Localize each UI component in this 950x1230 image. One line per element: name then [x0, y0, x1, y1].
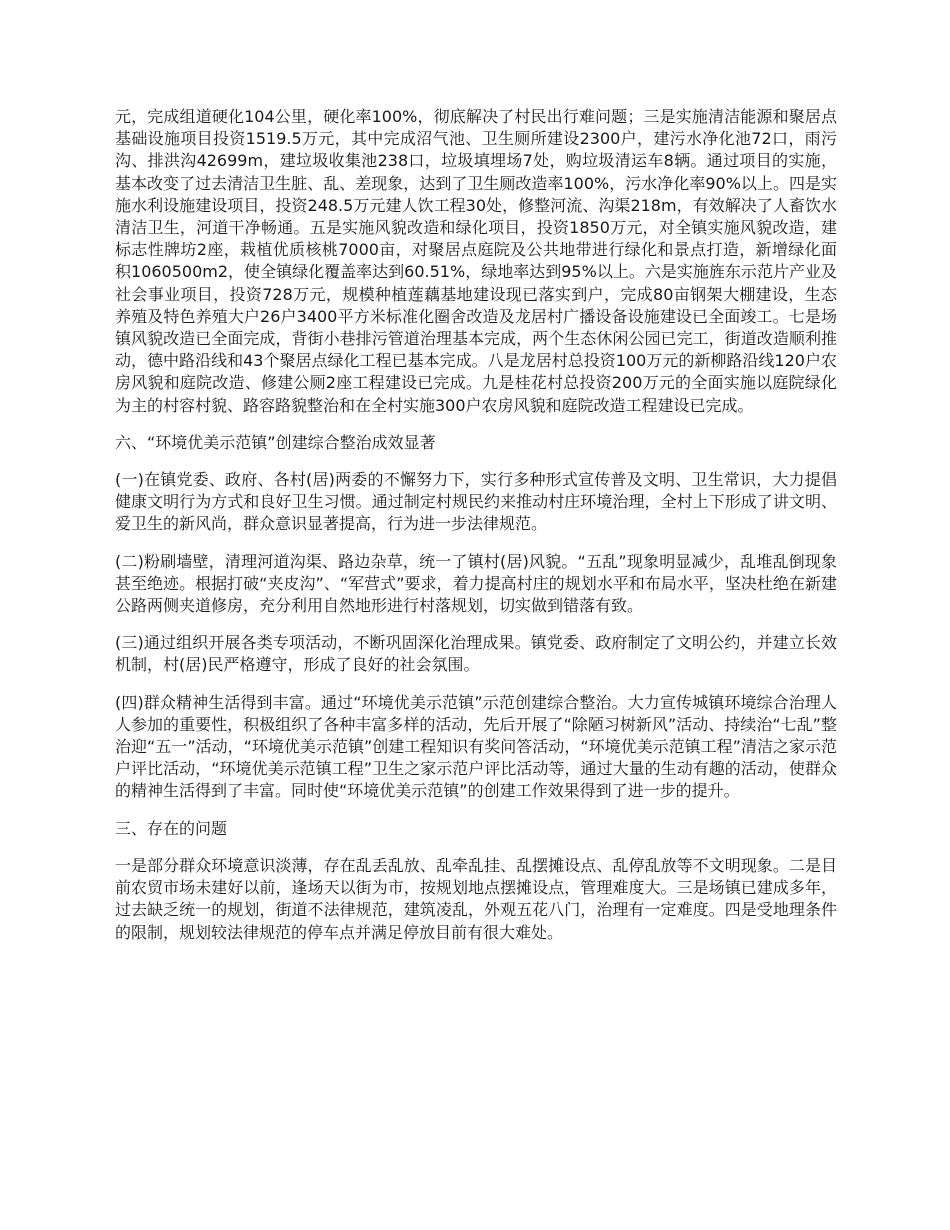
section-heading-six: 六、“环境优美示范镇”创建综合整治成效显著	[115, 432, 436, 452]
paragraph-item-two: (二)粉刷墙壁，清理河道沟渠、路边杂草，统一了镇村(居)风貌。“五乱”现象明显减少，乱堆乱倒现象甚至绝迹。根据打破“夹皮沟”、“军营式”要求，着力提高村庄的规划水平和布局水平，坚决杜绝在新建公路两侧夹道修房，充分利用自然地形进行村落规划，切实做到错落有致。	[115, 551, 837, 616]
paragraph-projects-summary: 元，完成组道硬化104公里，硬化率100%，彻底解决了村民出行难问题；三是实施清洁能源和聚居点基础设施项目投资1519.5万元，其中完成沼气池、卫生厕所建设2300户，建污水净化池72口，雨污沟、排洪沟42699m，建垃圾收集池238口，垃圾填埋场7处，购垃圾清运车8辆。通过项目的实施，基本改变了过去清洁卫生脏、乱、差现象，达到了卫生厕改造率100%，污水净化率90%以上。四是实施水利设施建设项目，投资248.5万元建人饮工程30处，修整河流、沟渠218m，有效解决了人畜饮水清洁卫生，河道干净畅通。五是实施风貌改造和绿化项目，投资1850万元，对全镇实施风貌改造，建标志性牌坊2座，栽植优质核桃7000亩，对聚居点庭院及公共地带进行绿化和景点打造，新增绿化面积1060500m2，使全镇绿化覆盖率达到60.51%，绿地率达到95%以上。六是实施旌东示范片产业及社会事业项目，投资728万元，规模种植莲藕基地建设现已落实到户，完成80亩钢架大棚建设，生态养殖及特色养殖大户26户3400平方米标准化圈舍改造及龙居村广播设备设施建设已全面竣工。七是场镇风貌改造已全面完成，背街小巷排污管道治理基本完成，两个生态休闲公园已完工，街道改造顺利推动，德中路沿线和43个聚居点绿化工程已基本完成。八是龙居村总投资100万元的新柳路沿线120户农房风貌和庭院改造、修建公厕2座工程建设已完成。九是桂花村总投资200万元的全面实施以庭院绿化为主的村容村貌、路容路貌整治和在全村实施300户农房风貌和庭院改造工程建设已完成。	[115, 107, 837, 415]
paragraph-item-four: (四)群众精神生活得到丰富。通过“环境优美示范镇”示范创建综合整治。大力宣传城镇环境综合治理人人参加的重要性，积极组织了各种丰富多样的活动，先后开展了“除陋习树新风”活动、持续治“七乱”整治迎“五一”活动，“环境优美示范镇”创建工程知识有奖问答活动，“环境优美示范镇工程”清洁之家示范户评比活动，“环境优美示范镇工程”卫生之家示范户评比活动等，通过大量的生动有趣的活动，使群众的精神生活得到了丰富。同时使“环境优美示范镇”的创建工作效果得到了进一步的提升。	[115, 692, 837, 801]
paragraph-item-three: (三)通过组织开展各类专项活动，不断巩固深化治理成果。镇党委、政府制定了文明公约，并建立长效机制，村(居)民严格遵守，形成了良好的社会氛围。	[115, 633, 837, 675]
document-body	[115, 106, 837, 959]
paragraph-item-one: (一)在镇党委、政府、各村(居)两委的不懈努力下，实行多种形式宣传普及文明、卫生常识，大力提倡健康文明行为方式和良好卫生习惯。通过制定村规民约来推动村庄环境治理，全村上下形成了讲文明、爱卫生的新风尚，群众意识显著提高，行为进一步法律规范。	[115, 470, 837, 534]
paragraph-problems: 一是部分群众环境意识淡薄，存在乱丢乱放、乱牵乱挂、乱摆摊设点、乱停乱放等不文明现象。二是目前农贸市场未建好以前，逢场天以街为市，按规划地点摆摊设点，管理难度大。三是场镇已建成多年，过去缺乏统一的规划，街道不法律规范，建筑凌乱，外观五花八门，治理有一定难度。四是受地理条件的限制，规划较法律规范的停车点并满足停放目前有很大难处。	[115, 855, 837, 942]
section-heading-three: 三、存在的问题	[115, 818, 228, 838]
